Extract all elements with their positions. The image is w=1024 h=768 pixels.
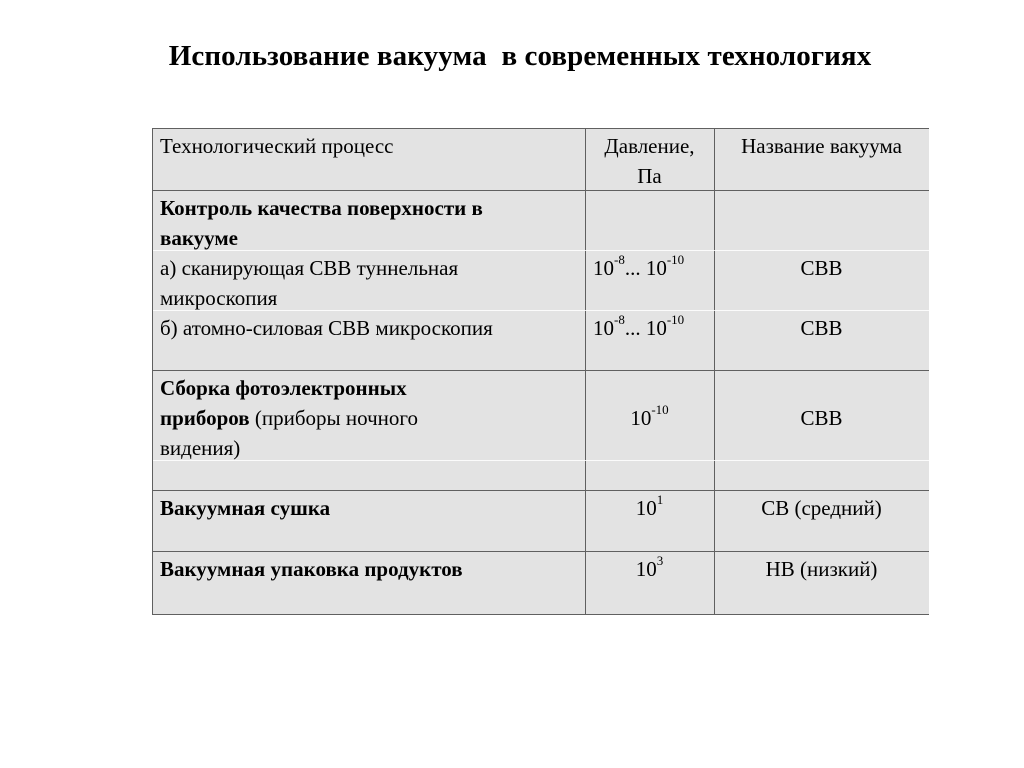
pressure-vacuum-packaging: $10^3$ <box>635 553 664 581</box>
pressure-afm: $10^{-8}$... $10^{-10}$ <box>593 312 685 340</box>
header-process: Технологический процесс <box>160 134 394 158</box>
pressure-photoelectronic: $10^{-10}$ <box>630 402 669 430</box>
header-vacuum-name: Название вакуума <box>741 134 902 158</box>
process-vacuum-drying: Вакуумная сушка <box>160 496 331 520</box>
process-vacuum-packaging: Вакуумная упаковка продуктов <box>160 557 463 581</box>
row-divider <box>153 370 929 371</box>
process-surface-control: Контроль качества поверхности в вакууме а) сканирующая СВВ туннельная микроскопия б) атомно-силовая СВВ микроскопия <box>160 196 493 340</box>
header-pressure: Давление, Па <box>604 134 695 188</box>
row-divider <box>153 551 929 552</box>
row-divider <box>153 490 929 491</box>
row-divider <box>153 190 929 191</box>
slide-title: Использование вакуума в современных технологиях <box>168 40 872 72</box>
vacuum-afm: СВВ <box>800 316 843 340</box>
vacuum-stm: СВВ <box>800 256 843 280</box>
vacuum-photoelectronic: СВВ <box>800 406 843 430</box>
pressure-vacuum-drying: $10^1$ <box>635 492 664 520</box>
process-photoelectronic: Сборка фотоэлектронных приборов (приборы ночного видения) <box>160 376 418 460</box>
vacuum-table <box>152 128 929 615</box>
column-divider <box>714 129 715 614</box>
vacuum-vacuum-packaging: НВ (низкий) <box>765 557 878 581</box>
column-divider <box>585 129 586 614</box>
vacuum-vacuum-drying: СВ (средний) <box>761 496 882 520</box>
pressure-stm: $10^{-8}$... $10^{-10}$ <box>593 252 685 280</box>
